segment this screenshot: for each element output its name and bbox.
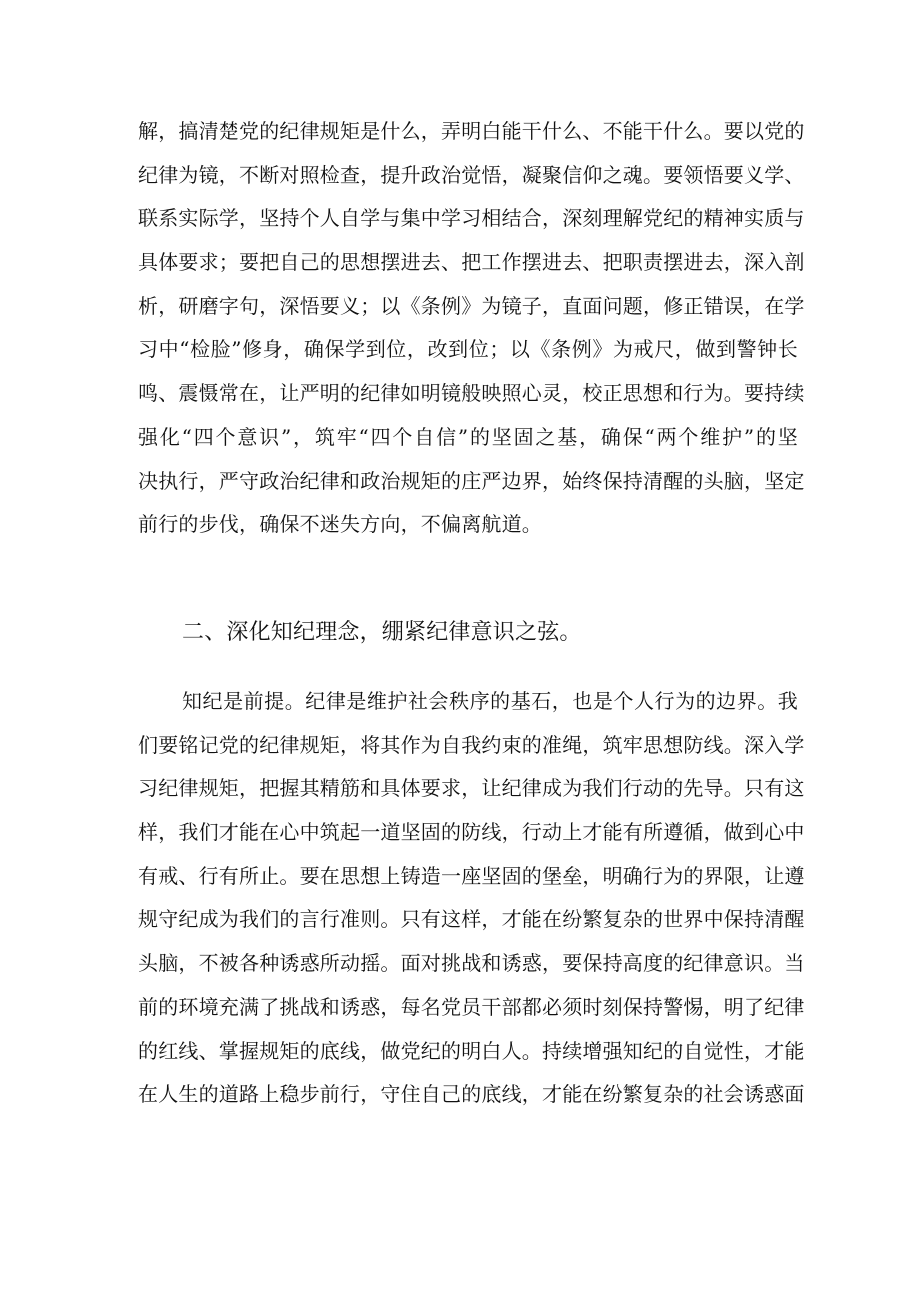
section-heading: 二、深化知纪理念，绷紧纪律意识之弦。 [182, 620, 582, 645]
text-line: 习中“检脸”修身，确保学到位，改到位；以《条例》为戒尺，做到警钟长 [138, 337, 798, 362]
text-line: 纪律为镜，不断对照检查，提升政治觉悟，凝聚信仰之魂。要领悟要义学、 [138, 162, 805, 187]
text-line: 知纪是前提。纪律是维护社会秩序的基石，也是个人行为的边界。我 [182, 689, 798, 713]
text-line: 规守纪成为我们的言行准则。只有这样，才能在纷繁复杂的世界中保持清醒 [138, 907, 805, 932]
text-line: 们要铭记党的纪律规矩，将其作为自我约束的准绳，筑牢思想防线。深入学 [138, 732, 805, 757]
text-line: 的红线、掌握规矩的底线，做党纪的明白人。持续增强知纪的自觉性，才能 [138, 1038, 805, 1063]
text-line: 解，搞清楚党的纪律规矩是什么，弄明白能干什么、不能干什么。要以党的 [138, 119, 805, 143]
paragraph-2 [138, 680, 805, 1117]
text-line: 析，研磨字句，深悟要义；以《条例》为镜子，直面问题，修正错误，在学 [138, 293, 805, 318]
text-line: 样，我们才能在心中筑起一道坚固的防线，行动上才能有所遵循，做到心中 [138, 820, 805, 845]
text-line: 前行的步伐，确保不迷失方向，不偏离航道。 [138, 512, 542, 537]
text-line: 具体要求；要把自己的思想摆进去、把工作摆进去、把职责摆进去，深入剖 [138, 250, 805, 275]
text-line: 前的环境充满了挑战和诱惑，每名党员干部都必须时刻保持警惕，明了纪律 [138, 994, 805, 1019]
text-line: 强化“四个意识”，筑牢“四个自信”的坚固之基，确保“两个维护”的坚 [138, 424, 798, 449]
text-line: 有戒、行有所止。要在思想上铸造一座坚固的堡垒，明确行为的界限，让遵 [138, 863, 805, 888]
text-line: 在人生的道路上稳步前行，守住自己的底线，才能在纷繁复杂的社会诱惑面 [138, 1082, 805, 1107]
text-line: 习纪律规矩，把握其精筋和具体要求，让纪律成为我们行动的先导。只有这 [138, 776, 805, 801]
text-line: 头脑，不被各种诱惑所动摇。面对挑战和诱惑，要保持高度的纪律意识。当 [138, 951, 805, 976]
text-line: 决执行，严守政治纪律和政治规矩的庄严边界，始终保持清醒的头脑，坚定 [138, 468, 805, 493]
paragraph-1 [138, 110, 805, 547]
text-line: 联系实际学，坚持个人自学与集中学习相结合，深刻理解党纪的精神实质与 [138, 206, 805, 231]
text-line: 鸣、震慑常在，让严明的纪律如明镜般映照心灵，校正思想和行为。要持续 [138, 381, 805, 406]
